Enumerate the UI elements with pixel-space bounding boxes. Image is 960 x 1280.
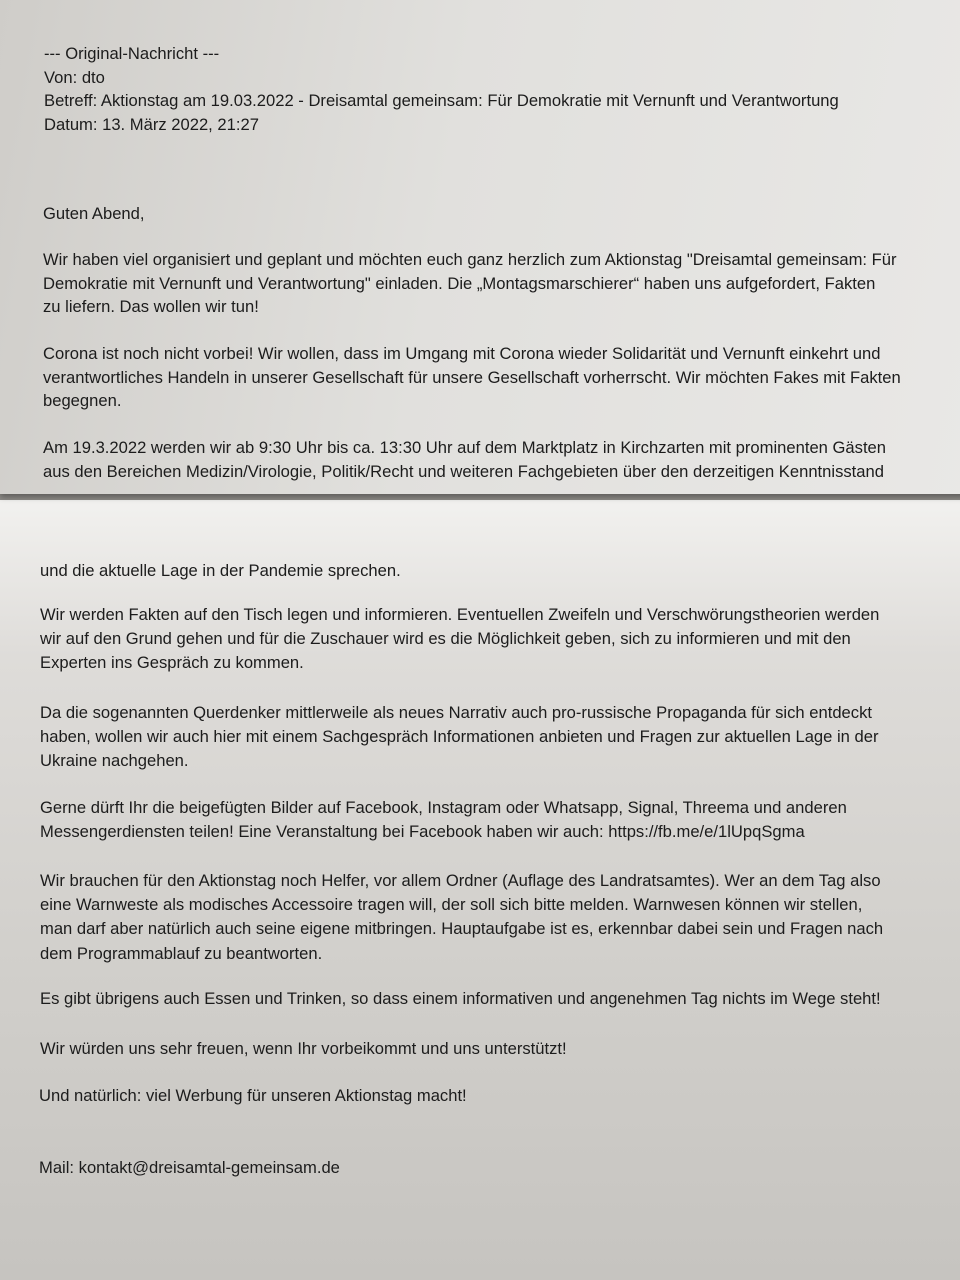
text-line: verantwortliches Handeln in unserer Gesellschaft für unsere Gesellschaft vorherrscht. Wir möchten Fakes mit Fakten	[43, 367, 901, 387]
paragraph-event-details-cont	[40, 559, 401, 583]
text-line: Corona ist noch nicht vorbei! Wir wollen, dass im Umgang mit Corona wieder Solidarität und Vernunft einkehrt und	[43, 344, 881, 363]
text-line: Wir werden Fakten auf den Tisch legen und informieren. Eventuellen Zweifeln und Verschwörungstheorien werden	[40, 605, 880, 624]
paragraph-corona	[43, 342, 901, 413]
text-line: begegnen.	[43, 391, 122, 410]
header-date: Datum: 13. März 2022, 21:27	[44, 114, 259, 134]
greeting-text: Guten Abend,	[43, 204, 145, 223]
paragraph-helpers	[40, 869, 883, 966]
text-line: Wir brauchen für den Aktionstag noch Helfer, vor allem Ordner (Auflage des Landratsamtes). Wer an dem Tag also	[40, 871, 881, 890]
text-line: Ukraine nachgehen.	[40, 751, 189, 771]
paragraph-event-details	[43, 436, 886, 483]
header-separator: --- Original-Nachricht ---	[44, 44, 220, 63]
letter-page-2	[0, 500, 960, 1280]
text-line: wir auf den Grund gehen und für die Zuschauer wird es die Möglichkeit geben, sich zu informieren und mit den	[40, 629, 851, 649]
email-header	[44, 42, 839, 136]
paragraph-share	[40, 796, 847, 844]
text-line: Gerne dürft Ihr die beigefügten Bilder auf Facebook, Instagram oder Whatsapp, Signal, Threema und anderen	[40, 798, 847, 817]
header-subject: Betreff: Aktionstag am 19.03.2022 - Dreisamtal gemeinsam: Für Demokratie mit Vernunft und Verantwortung	[44, 91, 839, 110]
text-line: Wir würden uns sehr freuen, wenn Ihr vorbeikommt und uns unterstützt!	[40, 1039, 567, 1058]
paragraph-food	[40, 987, 881, 1011]
contact-mail	[39, 1156, 340, 1180]
text-line: Messengerdiensten teilen! Eine Veranstaltung bei Facebook haben wir auch: https://fb.me/e/1lUpqSgma	[40, 822, 805, 842]
text-line: eine Warnweste als modisches Accessoire tragen will, der soll sich bitte melden. Warnwesen können wir stellen,	[40, 895, 863, 915]
text-line: Und natürlich: viel Werbung für unseren Aktionstag macht!	[39, 1086, 467, 1105]
paragraph-advertise	[39, 1084, 467, 1108]
text-line: Demokratie mit Vernunft und Verantwortung" einladen. Die „Montagsmarschierer“ haben uns aufgefordert, Fakten	[43, 273, 876, 293]
letter-page-1	[0, 0, 960, 494]
greeting	[43, 202, 145, 226]
paragraph-facts	[40, 603, 879, 676]
text-line: man darf aber natürlich auch seine eigene mitbringen. Hauptaufgabe ist es, erkennbar dabei sein und Fragen nach	[40, 919, 884, 939]
text-line: Da die sogenannten Querdenker mittlerweile als neues Narrativ auch pro-russische Propaganda für sich entdeckt	[40, 703, 872, 722]
text-line: dem Programmablauf zu beantworten.	[40, 943, 323, 963]
text-line: Wir haben viel organisiert und geplant und möchten euch ganz herzlich zum Aktionstag "Dreisamtal gemeinsam: Für	[43, 250, 897, 269]
text-line: Am 19.3.2022 werden wir ab 9:30 Uhr bis ca. 13:30 Uhr auf dem Marktplatz in Kirchzarten mit prominenten Gästen	[43, 438, 887, 457]
paragraph-invitation	[43, 248, 897, 319]
text-line: Experten ins Gespräch zu kommen.	[40, 653, 304, 673]
text-line: und die aktuelle Lage in der Pandemie sprechen.	[40, 561, 401, 580]
paragraph-ukraine	[40, 701, 879, 774]
text-line: haben, wollen wir auch hier mit einem Sachgespräch Informationen anbieten und Fragen zur aktuellen Lage in der	[40, 727, 879, 747]
text-line: zu liefern. Das wollen wir tun!	[43, 297, 259, 316]
text-line: aus den Bereichen Medizin/Virologie, Politik/Recht und weiteren Fachgebieten über den derzeitigen Kenntnisstand	[43, 461, 884, 481]
paragraph-thanks	[40, 1037, 567, 1061]
text-line: Es gibt übrigens auch Essen und Trinken, so dass einem informativen und angenehmen Tag nichts im Wege steht!	[40, 989, 881, 1008]
mail-text: Mail: kontakt@dreisamtal-gemeinsam.de	[39, 1158, 340, 1177]
header-from: Von: dto	[44, 67, 105, 87]
